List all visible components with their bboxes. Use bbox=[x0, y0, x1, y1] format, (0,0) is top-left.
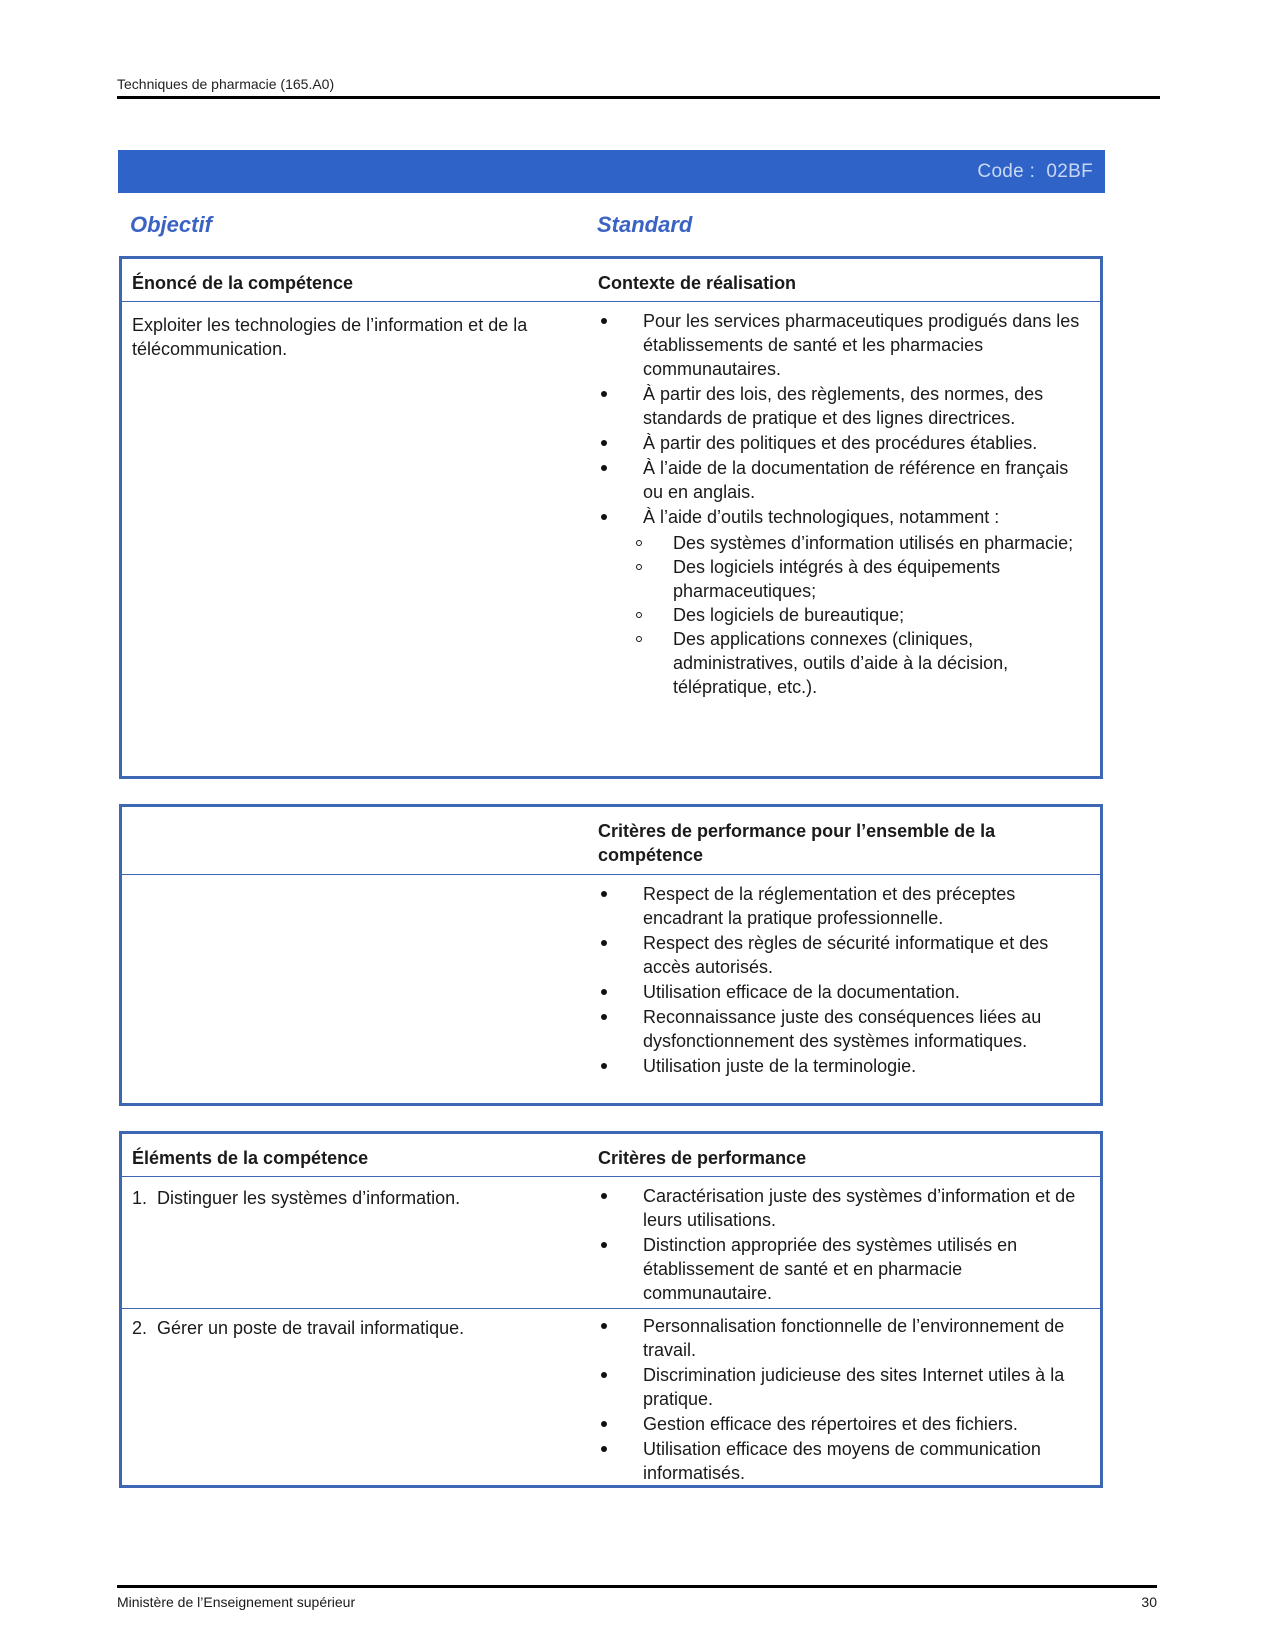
element-2-criteria-wrap bbox=[598, 1314, 1093, 1486]
header-rule bbox=[117, 96, 1160, 99]
page-number: 30 bbox=[1141, 1594, 1157, 1610]
standard-title: Standard bbox=[597, 212, 693, 237]
objectif-title: Objectif bbox=[130, 212, 212, 237]
element-2-label: 2. Gérer un poste de travail informatique. bbox=[132, 1318, 465, 1338]
context-item: À l’aide de la documentation de référence en français ou en anglais. bbox=[598, 456, 1093, 504]
elements-box bbox=[119, 1131, 1103, 1488]
criterion-item: Distinction appropriée des systèmes utilisés en établissement de santé et en pharmacie communautaire. bbox=[598, 1233, 1093, 1305]
enonce-heading: Énoncé de la compétence bbox=[132, 273, 354, 293]
criterion-item: Utilisation efficace de la documentation. bbox=[598, 980, 1093, 1004]
element-2-criteria bbox=[598, 1314, 1093, 1485]
contexte-heading: Contexte de réalisation bbox=[598, 273, 797, 293]
element-1-criteria bbox=[598, 1184, 1093, 1305]
element-1-criteria-wrap bbox=[598, 1184, 1093, 1306]
criterion-item: Utilisation juste de la terminologie. bbox=[598, 1054, 1093, 1078]
tools-sublist bbox=[643, 531, 1093, 699]
competence-statement: Exploiter les technologies de l’information et de la télécommunication. bbox=[132, 315, 528, 359]
tool-item: Des applications connexes (cliniques, administratives, outils d’aide à la décision, télépratique, etc.). bbox=[598, 627, 1093, 699]
section1-divider bbox=[122, 301, 1100, 302]
competence-statement-box bbox=[119, 256, 1103, 779]
context-list bbox=[598, 309, 1093, 699]
tool-item: Des logiciels de bureautique; bbox=[598, 603, 1093, 627]
overall-criteria-heading: Critères de performance pour l’ensemble de la compétence bbox=[598, 821, 996, 865]
criterion-item: Gestion efficace des répertoires et des fichiers. bbox=[598, 1412, 1093, 1436]
footer-rule bbox=[117, 1585, 1157, 1588]
criterion-item: Reconnaissance juste des conséquences liées au dysfonctionnement des systèmes informatiques. bbox=[598, 1005, 1093, 1053]
criterion-item: Personnalisation fonctionnelle de l’environnement de travail. bbox=[598, 1314, 1093, 1362]
criterion-item: Respect des règles de sécurité informatique et des accès autorisés. bbox=[598, 931, 1093, 979]
footer-ministry: Ministère de l’Enseignement supérieur bbox=[117, 1594, 356, 1610]
tool-item: Des systèmes d’information utilisés en pharmacie; bbox=[598, 531, 1093, 555]
page-header-title: Techniques de pharmacie (165.A0) bbox=[117, 76, 335, 92]
criterion-item: Discrimination judicieuse des sites Internet utiles à la pratique. bbox=[598, 1363, 1093, 1411]
context-item-tools bbox=[598, 505, 1093, 699]
tool-item: Des logiciels intégrés à des équipements pharmaceutiques; bbox=[598, 555, 1093, 603]
element-divider bbox=[122, 1308, 1100, 1309]
element-1-label: 1. Distinguer les systèmes d’information. bbox=[132, 1188, 461, 1208]
performance-heading: Critères de performance bbox=[598, 1148, 807, 1168]
context-item: À partir des lois, des règlements, des normes, des standards de pratique et des lignes directrices. bbox=[598, 382, 1093, 430]
code-bar bbox=[118, 150, 1105, 193]
criterion-item: Caractérisation juste des systèmes d’information et de leurs utilisations. bbox=[598, 1184, 1093, 1232]
elements-heading: Éléments de la compétence bbox=[132, 1148, 369, 1168]
code-label: Code : 02BF bbox=[977, 161, 1093, 182]
overall-criteria-list bbox=[598, 882, 1093, 1078]
context-list-wrap bbox=[598, 309, 1093, 700]
overall-criteria-wrap bbox=[598, 882, 1093, 1079]
context-item: À partir des politiques et des procédures établies. bbox=[598, 431, 1093, 455]
criterion-item: Utilisation efficace des moyens de communication informatisés. bbox=[598, 1437, 1093, 1485]
criterion-item: Respect de la réglementation et des préceptes encadrant la pratique professionnelle. bbox=[598, 882, 1093, 930]
overall-criteria-box bbox=[119, 804, 1103, 1106]
context-item-text: À l’aide d’outils technologiques, notamment : bbox=[643, 507, 1000, 527]
section2-divider bbox=[122, 874, 1100, 875]
context-item: Pour les services pharmaceutiques prodigués dans les établissements de santé et les pharmacies communautaires. bbox=[598, 309, 1093, 381]
section3-divider bbox=[122, 1176, 1100, 1177]
